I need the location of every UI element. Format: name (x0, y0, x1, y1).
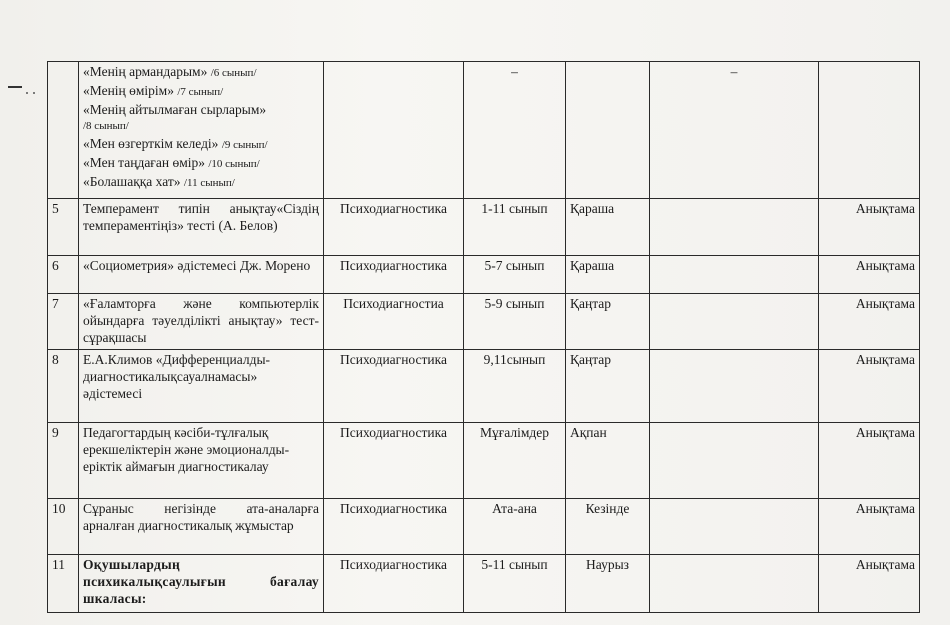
row-period: Кезінде (566, 499, 650, 555)
cell-period (566, 62, 650, 199)
row-name: «Ғаламторға және компьютерлік ойындарға тәуелділікті анықтау» тест-сұрақшасы (79, 294, 324, 350)
row-result: Анықтама (819, 199, 920, 256)
row-method: Психодиагностика (324, 199, 464, 256)
row-period: Қараша (566, 199, 650, 256)
topic-grade: /8 сынып/ (83, 120, 129, 132)
topic-item: «Менің айтылмаған сырларым» (83, 102, 267, 117)
table-row (48, 199, 920, 256)
row-period: Наурыз (566, 555, 650, 613)
row-method: Психодиагностика (324, 256, 464, 294)
row-result: Анықтама (819, 294, 920, 350)
row-result: Анықтама (819, 256, 920, 294)
row-audience: 5-7 сынып (464, 256, 566, 294)
row-method: Психодиагностика (324, 555, 464, 613)
row-number: 10 (48, 499, 79, 555)
margin-dash-mark (8, 86, 22, 88)
row-result: Анықтама (819, 499, 920, 555)
row-audience: 5-11 сынып (464, 555, 566, 613)
table-row (48, 499, 920, 555)
topic-item: «Менің армандарым» /6 сынып/ (83, 64, 257, 79)
table-row (48, 555, 920, 613)
row-method: Психодиагностиа (324, 294, 464, 350)
table-row (48, 423, 920, 499)
row-method: Психодиагностика (324, 350, 464, 423)
diagnostics-plan-table (47, 61, 920, 613)
table-row (48, 350, 920, 423)
row-name: Сұраныс негізінде ата-аналарға арналған диагностикалық жұмыстар (79, 499, 324, 555)
row-responsible (650, 294, 819, 350)
row-audience: Мұғалімдер (464, 423, 566, 499)
table-row (48, 294, 920, 350)
cell-audience (464, 62, 566, 199)
topic-item: «Менің өмірім» /7 сынып/ (83, 83, 224, 98)
row-result: Анықтама (819, 555, 920, 613)
row-audience: Ата-ана (464, 499, 566, 555)
row-number: 8 (48, 350, 79, 423)
scan-dot (33, 92, 35, 94)
row-period: Қараша (566, 256, 650, 294)
row-period: Қаңтар (566, 294, 650, 350)
cell-topics (79, 62, 324, 199)
cell-num (48, 62, 79, 199)
dash-mark: – (511, 64, 518, 79)
row-result: Анықтама (819, 423, 920, 499)
row-name: Оқушылардың психикалықсаулығын бағалау шкаласы: (79, 555, 324, 613)
row-method: Психодиагностика (324, 499, 464, 555)
topic-item: «Болашаққа хат» /11 сынып/ (83, 174, 235, 189)
row-period: Ақпан (566, 423, 650, 499)
row-responsible (650, 199, 819, 256)
cell-responsible (650, 62, 819, 199)
row-audience: 5-9 сынып (464, 294, 566, 350)
row-name: Е.А.Климов «Дифференциалды-диагностикалықсауалнамасы» әдістемесі (79, 350, 324, 423)
row-responsible (650, 423, 819, 499)
table-row-continuation (48, 62, 920, 199)
row-name: Педагогтардың кәсіби-тұлғалық ерекшеліктерін және эмоционалды-еріктік аймағын диагностикалау (79, 423, 324, 499)
row-name: «Социометрия» әдістемесі Дж. Морено (79, 256, 324, 294)
row-audience: 9,11сынып (464, 350, 566, 423)
row-responsible (650, 555, 819, 613)
scan-dot (26, 92, 28, 94)
row-number: 11 (48, 555, 79, 613)
row-number: 6 (48, 256, 79, 294)
dash-mark: – (730, 64, 738, 79)
row-name: Темперамент типін анықтау«Сіздің темпераментіңіз» тесті (А. Белов) (79, 199, 324, 256)
topic-item: «Мен таңдаған өмір» /10 сынып/ (83, 155, 260, 170)
row-result: Анықтама (819, 350, 920, 423)
row-period: Қаңтар (566, 350, 650, 423)
cell-result (819, 62, 920, 199)
row-number: 7 (48, 294, 79, 350)
row-number: 5 (48, 199, 79, 256)
row-responsible (650, 350, 819, 423)
row-responsible (650, 499, 819, 555)
topic-item: «Мен өзгерткім келеді» /9 сынып/ (83, 136, 268, 151)
table-row (48, 256, 920, 294)
row-method: Психодиагностика (324, 423, 464, 499)
row-responsible (650, 256, 819, 294)
row-audience: 1-11 сынып (464, 199, 566, 256)
cell-method (324, 62, 464, 199)
row-number: 9 (48, 423, 79, 499)
